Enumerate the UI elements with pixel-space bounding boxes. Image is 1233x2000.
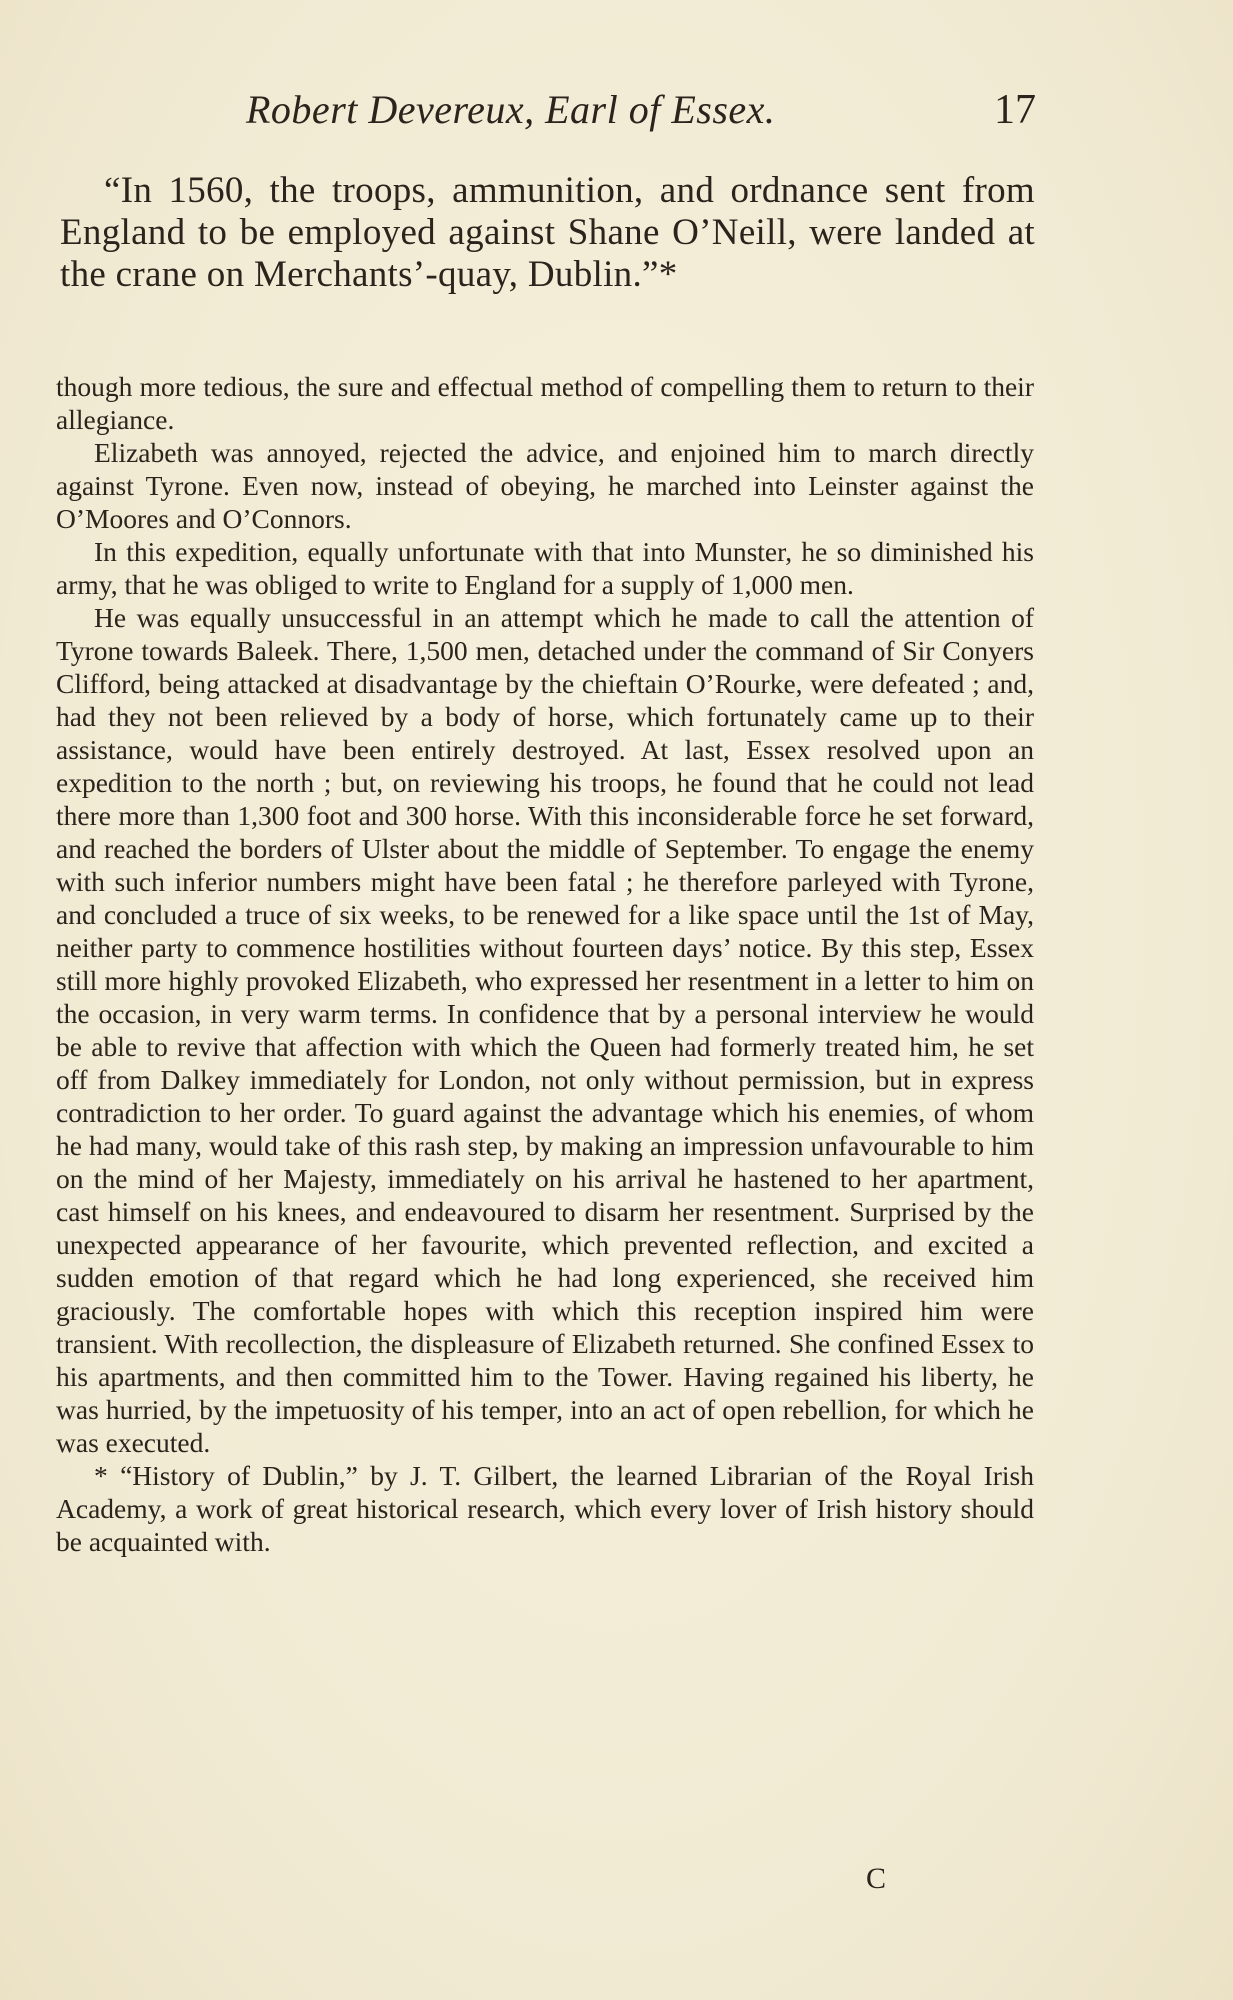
running-head — [56, 86, 1036, 146]
paragraph: Elizabeth was annoyed, rejected the advice, and enjoined him to march directly against Tyrone. Even now, instead of obeying, he marched into Leinster against the O’Moores and O’Connors. — [56, 437, 1034, 534]
running-title: Robert Devereux, Earl of Essex. — [246, 87, 776, 132]
footnote: * “History of Dublin,” by J. T. Gilbert, the learned Librarian of the Royal Irish Academy, a work of great historical research, which every lover of Irish history should be acquainted with. — [56, 1460, 1034, 1557]
paragraph: though more tedious, the sure and effectual method of compelling them to return to their allegiance. — [56, 371, 1034, 435]
paragraph: In this expedition, equally unfortunate with that into Munster, he so diminished his army, that he was obliged to write to England for a supply of 1,000 men. — [56, 536, 1034, 600]
body-text — [56, 370, 1034, 1558]
epigraph-quote: “In 1560, the troops, ammunition, and ordnance sent from England to be employed against Shane O’Neill, were landed at the crane on Merchants’-quay, Dublin.”* — [60, 170, 1035, 295]
paragraph: He was equally unsuccessful in an attempt which he made to call the attention of Tyrone towards Baleek. There, 1,500 men, detached under the command of Sir Conyers Clifford, being attacked at disadvantage by the chieftain O’Rourke, were defeated ; and, had they not been relieved by a body of horse, which fortunately came up to their assistance, would have been entirely destroyed. At last, Essex resolved upon an expedition to the north ; but, on reviewing his troops, he found that he could not lead there more than 1,300 foot and 300 horse. With this inconsiderable force he set forward, and reached the borders of Ulster about the middle of September. To engage the enemy with such inferior numbers might have been fatal ; he therefore parleyed with Tyrone, and concluded a truce of six weeks, to be renewed for a like space until the 1st of May, neither party to commence hostilities without fourteen days’ notice. By this step, Essex still more highly provoked Elizabeth, who expressed her resentment in a letter to him on the occasion, in very warm terms. In confidence that by a personal interview he would be able to revive that affection with which the Queen had formerly treated him, he set off from Dalkey immediately for London, not only without permission, but in express contradiction to her order. To guard against the advantage which his enemies, of whom he had many, would take of this rash step, by making an impression unfavourable to him on the mind of her Majesty, immediately on his arrival he hastened to her apartment, cast himself on his knees, and endeavoured to disarm her resentment. Surprised by the unexpected appearance of her favourite, which prevented reflection, and excited a sudden emotion of that regard which he had long experienced, she received him graciously. The comfortable hopes with which this reception inspired him were transient. With recollection, the displeasure of Elizabeth returned. She confined Essex to his apartments, and then committed him to the Tower. Having regained his liberty, he was hurried, by the impetuosity of his temper, into an act of open rebellion, for which he was executed. — [56, 602, 1034, 1458]
page-number: 17 — [994, 87, 1036, 133]
signature-mark: C — [866, 1862, 887, 1895]
